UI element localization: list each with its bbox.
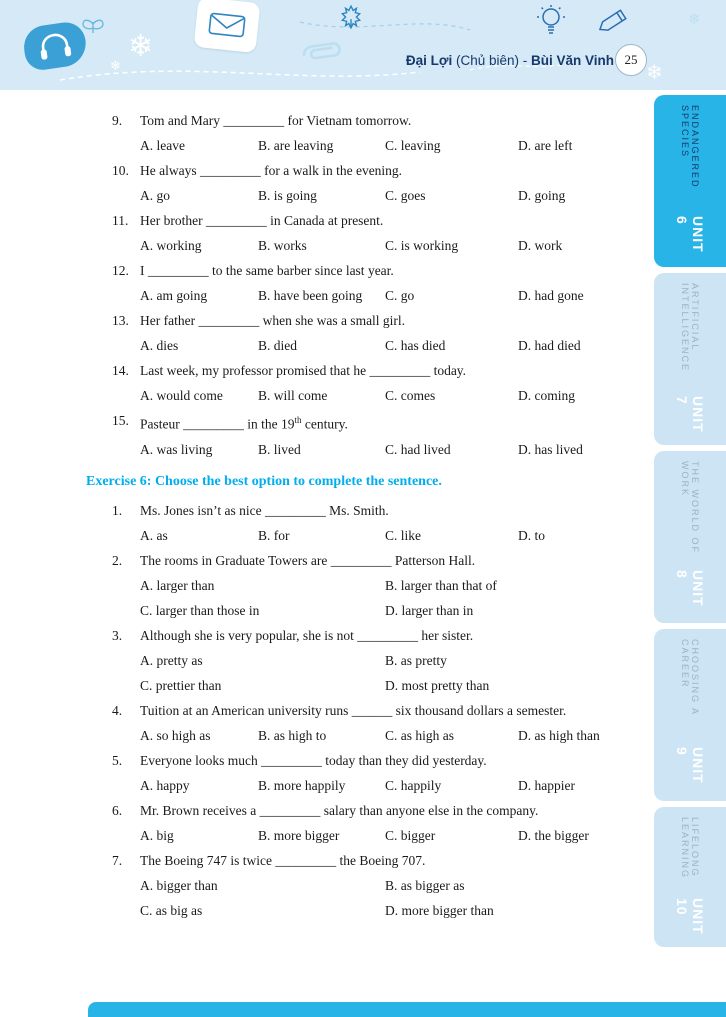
tab-unit-label: UNIT 6 (674, 215, 706, 253)
author-name: Đại Lợi (405, 53, 453, 68)
question-text: The Boeing 747 is twice _________ the Boeing 707. (140, 852, 426, 868)
question-text: The rooms in Graduate Towers are _________ Patterson Hall. (140, 552, 476, 568)
option-b: B. as bigger as (385, 877, 465, 893)
page-content (86, 108, 656, 923)
option-b: B. as pretty (385, 652, 447, 668)
author-name-2: Bùi Văn Vinh (530, 53, 614, 68)
question-number: 4. (112, 702, 123, 718)
page-number: 25 (624, 52, 638, 67)
headphones-icon (35, 30, 75, 63)
pencil-icon (595, 3, 631, 39)
option-a: A. larger than (140, 577, 215, 593)
question-text: I _________ to the same barber since last year. (140, 263, 394, 278)
option-b: B. lived (258, 441, 301, 457)
option-a: A. so high as (140, 727, 211, 743)
question-text: Her brother _________ in Canada at present. (140, 213, 384, 228)
options-row (140, 437, 656, 462)
question-text: Last week, my professor promised that he _________ today. (140, 363, 467, 378)
option-b: B. will come (258, 388, 328, 403)
option-b: B. as high to (258, 727, 327, 743)
unit-sidebar (654, 95, 726, 953)
question-2 (86, 548, 656, 623)
question-number: 7. (112, 852, 123, 868)
question-text: Tom and Mary _________ for Vietnam tomorrow. (140, 113, 412, 128)
tab-unit-label: UNIT 7 (674, 396, 706, 433)
lightbulb-icon (536, 4, 566, 40)
option-b: B. is going (258, 188, 317, 203)
option-a: A. was living (140, 441, 213, 457)
option-b: B. for (258, 527, 290, 543)
question-10 (86, 158, 656, 208)
question-number: 1. (112, 502, 123, 518)
tab-unit-9[interactable] (654, 629, 726, 801)
question-number: 11. (112, 213, 129, 228)
option-a: A. would come (140, 388, 223, 403)
option-d: D. are left (518, 138, 573, 153)
option-b: B. more happily (258, 777, 346, 793)
author-credit (406, 53, 614, 68)
question-9 (86, 108, 656, 158)
option-b: B. larger than that of (385, 577, 497, 593)
question-15 (86, 408, 656, 462)
option-a: A. go (140, 188, 170, 203)
option-d: D. to (518, 527, 545, 543)
tab-unit-6[interactable] (654, 95, 726, 267)
option-d: D. larger than in (385, 602, 474, 618)
tab-topic: THE WORLD OF WORK (680, 461, 700, 554)
option-c: C. is working (385, 238, 459, 253)
question-text (140, 408, 656, 437)
question-3 (86, 623, 656, 698)
option-b: B. died (258, 338, 297, 353)
options-row (140, 823, 656, 848)
superscript-th: th (294, 415, 302, 425)
exercise6-heading: Exercise 6: Choose the best option to complete the sentence. (86, 473, 442, 489)
question-text: He always _________ for a walk in the evening. (140, 163, 403, 178)
tab-unit-label: UNIT 8 (674, 569, 706, 607)
option-c: C. leaving (385, 138, 441, 153)
snowflake-icon: ❄ (128, 29, 154, 64)
options-row (140, 723, 656, 748)
option-d: D. going (518, 188, 566, 203)
question-text-part: Pasteur _________ in the 19 (140, 416, 295, 432)
option-c: C. comes (385, 388, 436, 403)
question-1 (86, 498, 656, 548)
option-c: C. has died (385, 338, 446, 353)
question-number: 13. (112, 313, 129, 328)
question-text: Ms. Jones isn’t as nice _________ Ms. Smith. (140, 502, 389, 518)
question-number: 12. (112, 263, 129, 278)
option-a: A. as (140, 527, 168, 543)
question-7 (86, 848, 656, 923)
question-number: 14. (112, 363, 129, 378)
option-d: D. the bigger (518, 827, 589, 843)
option-c: C. goes (385, 188, 426, 203)
tab-topic: ARTIFICIAL INTELLIGENCE (680, 283, 700, 373)
question-text: Her father _________ when she was a small girl. (140, 313, 406, 328)
snowflake-icon: ❄ (110, 59, 121, 74)
option-a: A. bigger than (140, 877, 218, 893)
header-band (0, 0, 726, 90)
author-role: (Chủ biên) - (452, 53, 531, 68)
footer-accent-bar (88, 1002, 726, 1017)
options-row (140, 333, 656, 358)
exercise5-questions (86, 108, 656, 462)
option-c: C. as big as (140, 902, 203, 918)
option-b: B. have been going (258, 288, 363, 303)
snowflake-icon: ❄ (646, 60, 663, 84)
option-c: C. had lived (385, 441, 451, 457)
options-row (140, 183, 656, 208)
question-12 (86, 258, 656, 308)
question-6 (86, 798, 656, 848)
tab-unit-10[interactable] (654, 807, 726, 947)
option-c: C. go (385, 288, 415, 303)
option-c: C. as high as (385, 727, 454, 743)
option-d: D. work (518, 238, 563, 253)
option-b: B. more bigger (258, 827, 340, 843)
option-a: A. am going (140, 288, 208, 303)
option-d: D. had gone (518, 288, 584, 303)
question-text: Mr. Brown receives a _________ salary than anyone else in the company. (140, 802, 539, 818)
options-row (140, 383, 656, 408)
option-d: D. has lived (518, 441, 583, 457)
question-number: 9. (112, 113, 123, 128)
option-a: A. big (140, 827, 174, 843)
tab-unit-label: UNIT 10 (674, 897, 706, 935)
option-c: C. bigger (385, 827, 436, 843)
question-number: 2. (112, 552, 123, 568)
option-a: A. leave (140, 138, 185, 153)
options-row (140, 773, 656, 798)
envelope-icon (207, 10, 248, 40)
tab-topic: CHOOSING A CAREER (680, 639, 700, 716)
option-d: D. more bigger than (385, 902, 494, 918)
options-row (140, 283, 656, 308)
question-14 (86, 358, 656, 408)
option-d: D. most pretty than (385, 677, 490, 693)
tab-topic: ENDANGERED SPECIES (680, 105, 700, 189)
option-a: A. working (140, 238, 202, 253)
option-a: A. happy (140, 777, 190, 793)
page-number-badge (615, 44, 647, 76)
options-row (140, 133, 656, 158)
option-b: B. works (258, 238, 307, 253)
exercise6-questions (86, 498, 656, 923)
question-13 (86, 308, 656, 358)
tab-unit-label: UNIT 9 (674, 747, 706, 784)
question-text: Tuition at an American university runs ______ six thousand dollars a semester. (140, 702, 567, 718)
question-11 (86, 208, 656, 258)
envelope-card (194, 0, 261, 53)
option-b: B. are leaving (258, 138, 334, 153)
option-c: C. prettier than (140, 677, 222, 693)
question-number: 3. (112, 627, 123, 643)
options-grid (140, 873, 656, 923)
tab-topic: LIFELONG LEARNING (680, 817, 700, 880)
question-text: Although she is very popular, she is not _________ her sister. (140, 627, 474, 643)
tab-unit-7[interactable] (654, 273, 726, 445)
option-c: C. like (385, 527, 421, 543)
maple-leaf-icon (338, 4, 364, 30)
option-a: A. pretty as (140, 652, 203, 668)
option-d: D. happier (518, 777, 575, 793)
option-d: D. coming (518, 388, 575, 403)
question-text-part: century. (301, 416, 348, 432)
option-d: D. had died (518, 338, 581, 353)
options-grid (140, 648, 656, 698)
question-number: 5. (112, 752, 123, 768)
question-number: 10. (112, 163, 129, 178)
options-row (140, 233, 656, 258)
tab-unit-8[interactable] (654, 451, 726, 623)
question-number: 6. (112, 802, 123, 818)
options-grid (140, 573, 656, 623)
option-c: C. larger than those in (140, 602, 260, 618)
question-4 (86, 698, 656, 748)
options-row (140, 523, 656, 548)
question-5 (86, 748, 656, 798)
question-number: 15. (112, 413, 129, 428)
snowflake-icon: ❄ (688, 10, 701, 28)
option-c: C. happily (385, 777, 442, 793)
option-d: D. as high than (518, 727, 600, 743)
option-a: A. dies (140, 338, 179, 353)
question-text: Everyone looks much _________ today than they did yesterday. (140, 752, 487, 768)
butterfly-icon (80, 18, 106, 40)
